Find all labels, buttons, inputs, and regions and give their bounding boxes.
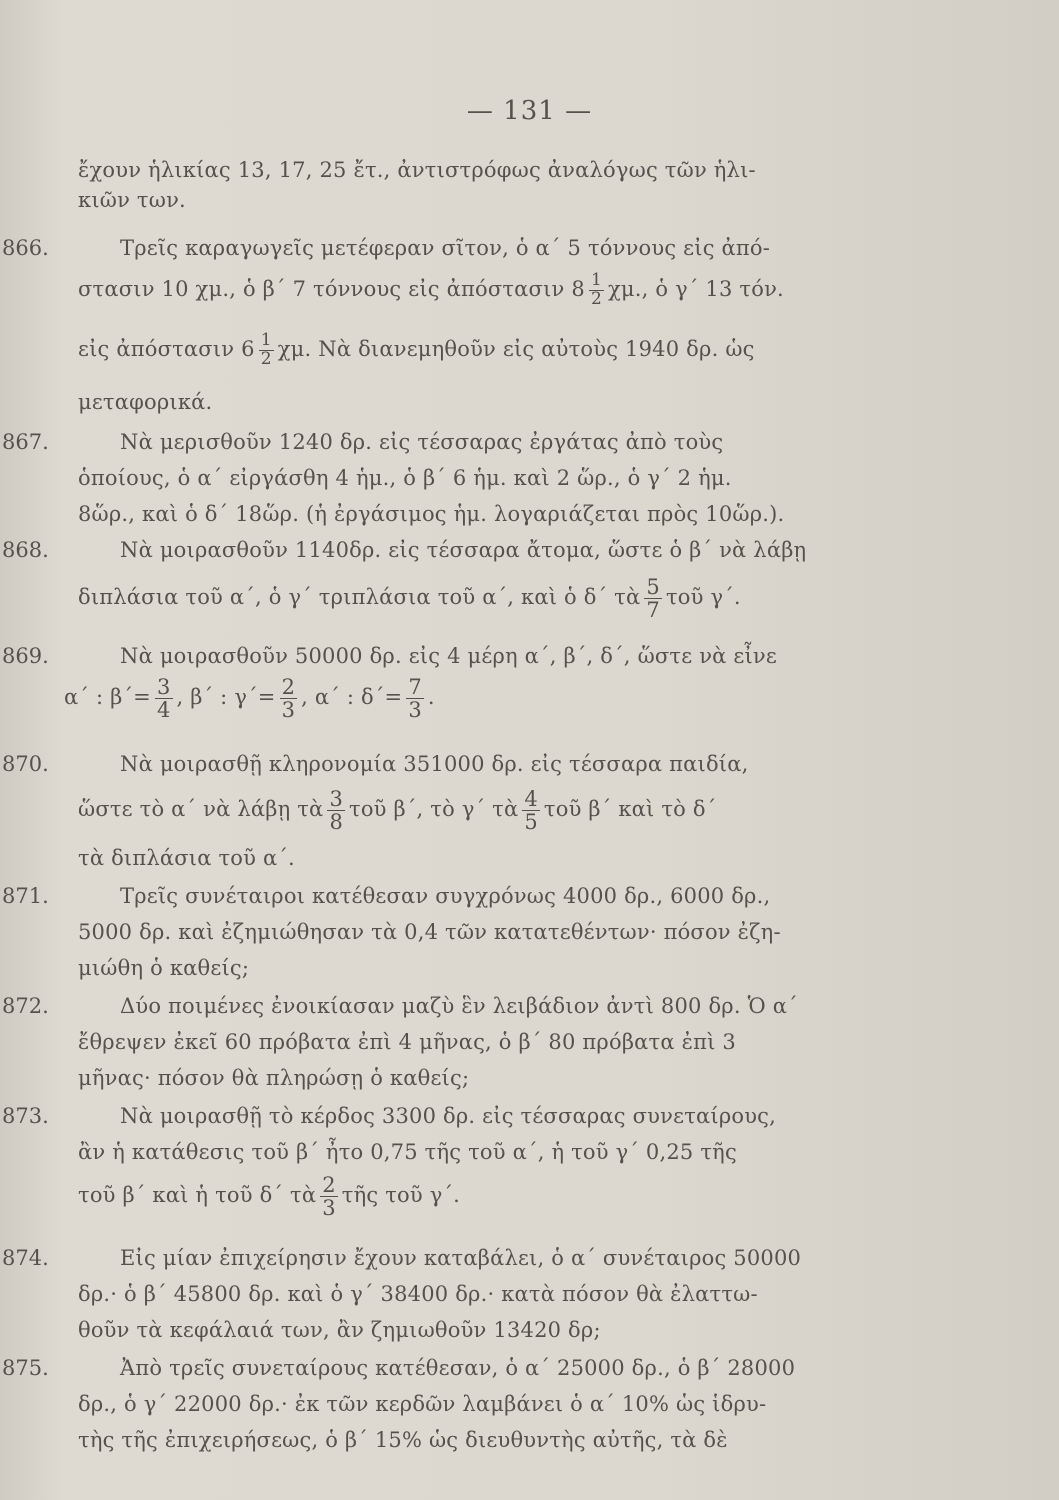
problem-868-line-1: Νὰ μοιρασθοῦν 1140δρ. εἰς τέσσαρα ἄτομα, ὥστε ὁ β΄ νὰ λάβῃ xyxy=(120,538,807,562)
problem-871-line-3: μιώθη ὁ καθείς; xyxy=(78,956,250,980)
fraction xyxy=(280,676,298,721)
problem-866-line-3 xyxy=(78,332,755,369)
text: στασιν 10 χμ., ὁ β΄ 7 τόννους εἰς ἀπόστασιν 8 xyxy=(78,276,585,301)
text: τοῦ β΄ καὶ ἡ τοῦ δ΄ τὰ xyxy=(78,1183,317,1208)
problem-873-line-2: ἂν ἡ κατάθεσις τοῦ β΄ ἦτο 0,75 τῆς τοῦ α΄, ἡ τοῦ γ΄ 0,25 τῆς xyxy=(78,1140,737,1164)
problem-873-line-1: Νὰ μοιρασθῇ τὸ κέρδος 3300 δρ. εἰς τέσσαρας συνεταίρους, xyxy=(120,1104,777,1128)
problem-number-872: 872. xyxy=(2,994,49,1018)
text: α΄ : β΄= xyxy=(64,685,151,710)
intro-line-2: κιῶν των. xyxy=(78,188,186,212)
numerator: 2 xyxy=(281,675,296,699)
problem-872-line-3: μῆνας· πόσον θὰ πληρώσῃ ὁ καθείς; xyxy=(78,1066,470,1090)
problem-874-line-2: δρ.· ὁ β΄ 45800 δρ. καὶ ὁ γ΄ 38400 δρ.· κατὰ πόσον θὰ ἐλαττω- xyxy=(78,1282,758,1306)
fraction xyxy=(327,788,345,833)
text: τοῦ β΄ καὶ τὸ δ΄ xyxy=(543,797,717,822)
problem-number-874: 874. xyxy=(2,1246,49,1270)
fraction xyxy=(522,788,540,833)
problem-868-line-2 xyxy=(78,576,741,621)
fraction xyxy=(155,676,173,721)
text: , β΄ : γ΄= xyxy=(176,685,276,710)
problem-number-868: 868. xyxy=(2,538,49,562)
text: τοῦ γ΄. xyxy=(665,585,741,610)
problem-number-867: 867. xyxy=(2,430,49,454)
problem-number-866: 866. xyxy=(2,236,49,260)
page-number: — 131 — xyxy=(466,96,593,126)
problem-872-line-2: ἔθρεψεν ἐκεῖ 60 πρόβατα ἐπὶ 4 μῆνας, ὁ β΄ 80 πρόβατα ἐπὶ 3 xyxy=(78,1030,736,1054)
denominator: 7 xyxy=(646,598,660,623)
problem-number-873: 873. xyxy=(2,1104,49,1128)
problem-number-869: 869. xyxy=(2,644,49,668)
text: τῆς τοῦ γ΄. xyxy=(341,1183,461,1208)
problem-866-line-2 xyxy=(78,272,784,309)
problem-875-line-3: τὴς τῆς ἐπιχειρήσεως, ὁ β΄ 15% ὡς διευθυντὴς αὐτῆς, τὰ δὲ xyxy=(78,1428,728,1452)
numerator: 1 xyxy=(590,270,602,290)
numerator: 4 xyxy=(524,787,538,811)
numerator: 5 xyxy=(646,575,660,599)
text: εἰς ἀπόστασιν 6 xyxy=(78,336,255,361)
numerator: 3 xyxy=(329,787,343,811)
problem-870-line-3: τὰ διπλάσια τοῦ α΄. xyxy=(78,846,295,870)
denominator: 3 xyxy=(322,1196,336,1221)
text: , α΄ : δ΄= xyxy=(301,685,403,710)
denominator: 3 xyxy=(408,698,422,723)
numerator: 3 xyxy=(156,675,171,699)
text: . xyxy=(427,685,435,710)
denominator: 5 xyxy=(524,810,538,835)
problem-867-line-2: ὁποίους, ὁ α΄ εἰργάσθη 4 ἡμ., ὁ β΄ 6 ἡμ. καὶ 2 ὥρ., ὁ γ΄ 2 ἡμ. xyxy=(78,466,732,490)
problem-866-line-1: Τρεῖς καραγωγεῖς μετέφεραν σῖτον, ὁ α΄ 5 τόννους εἰς ἀπό- xyxy=(120,236,771,260)
problem-866-line-4: μεταφορικά. xyxy=(78,390,213,414)
denominator: 2 xyxy=(590,288,602,309)
denominator: 2 xyxy=(260,348,272,369)
numerator: 2 xyxy=(322,1173,336,1197)
problem-number-871: 871. xyxy=(2,884,49,908)
text: διπλάσια τοῦ α΄, ὁ γ΄ τριπλάσια τοῦ α΄, καὶ ὁ δ΄ τὰ xyxy=(78,585,641,610)
denominator: 4 xyxy=(156,698,171,723)
problem-870-line-1: Νὰ μοιρασθῇ κληρονομία 351000 δρ. εἰς τέσσαρα παιδία, xyxy=(120,752,749,776)
intro-line-1: ἔχουν ἡλικίας 13, 17, 25 ἔτ., ἀντιστρόφως ἀναλόγως τῶν ἡλι- xyxy=(78,158,756,182)
problem-867-line-1: Νὰ μερισθοῦν 1240 δρ. εἰς τέσσαρας ἐργάτας ἀπὸ τοὺς xyxy=(120,430,724,454)
fraction xyxy=(589,272,604,309)
problem-867-line-3: 8ὥρ., καὶ ὁ δ΄ 18ὥρ. (ἡ ἐργάσιμος ἡμ. λογαριάζεται πρὸς 10ὥρ.). xyxy=(78,502,785,526)
problem-875-line-2: δρ., ὁ γ΄ 22000 δρ.· ἐκ τῶν κερδῶν λαμβάνει ὁ α΄ 10% ὡς ἱδρυ- xyxy=(78,1392,767,1416)
problem-number-875: 875. xyxy=(2,1356,49,1380)
problem-871-line-1: Τρεῖς συνέταιροι κατέθεσαν συγχρόνως 4000 δρ., 6000 δρ., xyxy=(120,884,771,908)
problem-870-line-2 xyxy=(78,788,716,833)
text: ὥστε τὸ α΄ νὰ λάβῃ τὰ xyxy=(78,797,324,822)
problem-869-line-1: Νὰ μοιρασθοῦν 50000 δρ. εἰς 4 μέρη α΄, β΄, δ΄, ὥστε νὰ εἶνε xyxy=(120,644,777,668)
problem-875-line-1: Ἀπὸ τρεῖς συνεταίρους κατέθεσαν, ὁ α΄ 25000 δρ., ὁ β΄ 28000 xyxy=(120,1356,796,1380)
text: τοῦ β΄, τὸ γ΄ τὰ xyxy=(349,797,519,822)
problem-874-line-1: Εἰς μίαν ἐπιχείρησιν ἔχουν καταβάλει, ὁ α΄ συνέταιρος 50000 xyxy=(120,1246,802,1270)
denominator: 8 xyxy=(329,810,343,835)
fraction xyxy=(406,676,424,721)
problem-871-line-2: 5000 δρ. καὶ ἐζημιώθησαν τὰ 0,4 τῶν κατατεθέντων· πόσον ἐζη- xyxy=(78,920,781,944)
problem-874-line-3: θοῦν τὰ κεφάλαιά των, ἂν ζημιωθοῦν 13420 δρ; xyxy=(78,1318,601,1342)
text: χμ., ὁ γ΄ 13 τόν. xyxy=(607,276,784,301)
problem-number-870: 870. xyxy=(2,752,49,776)
numerator: 1 xyxy=(260,330,272,350)
problem-873-line-3 xyxy=(78,1174,460,1219)
fraction xyxy=(644,576,662,621)
fraction xyxy=(259,332,274,369)
fraction xyxy=(320,1174,338,1219)
problem-869-line-2 xyxy=(64,676,435,721)
text: χμ. Νὰ διανεμηθοῦν εἰς αὐτοὺς 1940 δρ. ὡς xyxy=(277,336,755,361)
problem-872-line-1: Δύο ποιμένες ἐνοικίασαν μαζὺ ἓν λειβάδιον ἀντὶ 800 δρ. Ὁ α΄ xyxy=(120,994,798,1018)
denominator: 3 xyxy=(281,698,296,723)
numerator: 7 xyxy=(408,675,422,699)
